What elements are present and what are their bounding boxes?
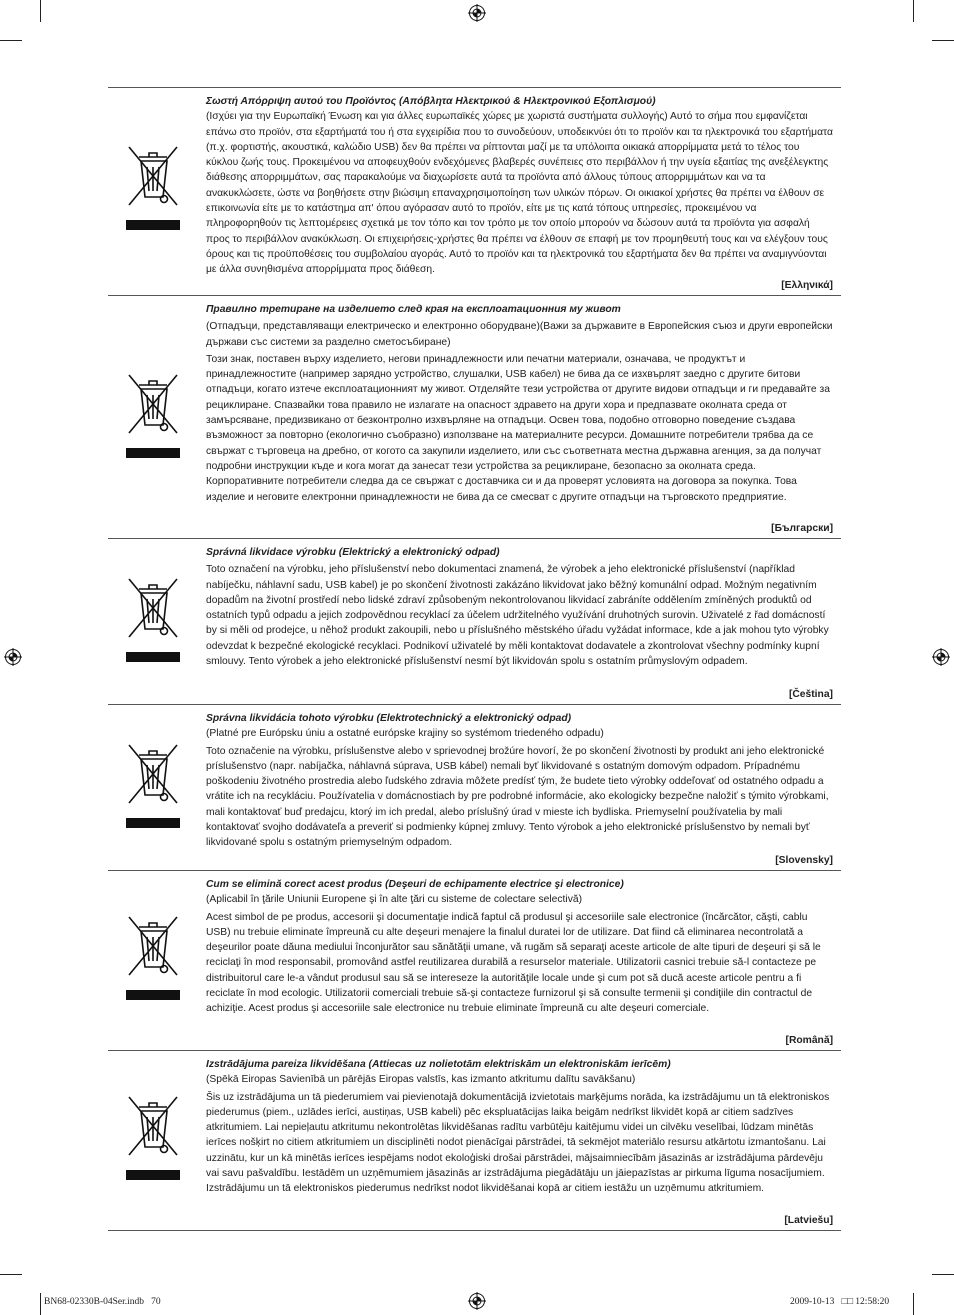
section-title: Správna likvidácia tohoto výrobku (Elektrotechnický a elektronický odpad) [206, 713, 572, 724]
crop-mark [0, 40, 22, 41]
section-title: Правилно третиране на изделието след края на експлоатационния му живот [206, 304, 621, 315]
section-body: Този знак, поставен върху изделието, негови принадлежности или печатни материали, означава, че продуктът и принадлежностите (например зарядно устройство, слушалки, USB кабел) не бива да се изхвърлят заедно с другите битови отпадъци, когато изтече експлоатационният му живот. Отделяйте тези устройства от другите видови отпадъци и ги предавайте за рециклиране. Спазвайки това правило не излагате на опасност здравето на други хора и предпазвате околната среда от замърсяване, предизвикано от безконтролно изхвърляне на отпадъци. Освен това, подобно отговорно поведение създава възможност за повторно (екологично съобразно) използване на материалните ресурси. Домашните потребители трябва да се свържат с търговеца на дребно, от когото са закупили изделието, или със съответната местна държавна агенция, за да получат подробни инструкции къде и кога могат да занесат тези устройства за рециклиране, безопасно за околната среда. Корпоративните потребители следва да се свържат с доставчика си и да проверят условията на договора за покупка. Това изделие и неговите електронни принадлежности не бива да се смесват с другите отпадъци на търговското предприятие. [206, 353, 830, 503]
weee-underline-bar [126, 818, 180, 828]
crop-mark [932, 40, 954, 41]
language-label: [Română] [785, 1035, 833, 1046]
weee-symbol [125, 575, 181, 662]
weee-symbol [125, 371, 181, 458]
crossed-out-wheelie-bin-icon [125, 913, 181, 979]
section-body: Šis uz izstrādājuma un tā piederumiem vai pievienotajā dokumentācijā izvietotais marķējums norāda, ka izstrādājumu un tā elektroniskos piederumus (piem., uzlādes ierīci, austiņas, USB kabeli) pēc ekspluatācijas laika beigām nedrīkst likvidēt kopā ar citiem sadzīves atkritumiem. Lai nepieļautu atkritumu nekontrolētas likvidēšanas radītu varbūtēju kaitējumu videi un cilvēku veselībai, lūdzam minētās ierīces nošķirt no citiem atkritumiem un disciplinēti nodot pienācīgai pārstrādei, tā sekmējot materiālo resursu atkārtotu izmantošanu. Lai uzzinātu, kur un kā minētās ierīces iespējams nodot ekoloģiski drošai pārstrādei, mājsaimniecībām jāsazinās ar izstrādājuma pārdevēju vai savu pašvaldību. Iestādēm un uzņēmumiem jāsazinās ar izstrādājuma piegādātāju un jāiepazīstas ar pirkuma līguma nosacījumiem. Izstrādājumu un tā elektroniskos piederumus nedrīkst nodot likvidēšanai kopā ar citiem iestāžu un uzņēmumu atkritumiem. [206, 1091, 830, 1195]
section-text [206, 545, 833, 669]
registration-mark-icon [468, 4, 486, 22]
section-subtitle: (Отпадъци, представляващи електрическо и електронно оборудване)(Важи за държавите в Европейския съюз и други европейски държави със системи за разделно сметосъбиране) [206, 321, 833, 348]
section-body: Toto označení na výrobku, jeho příslušenství nebo dokumentaci znamená, že výrobek a jeho elektronické příslušenství (například nabíječku, náhlavní sadu, USB kabel) je po skončení životnosti zakázáno likvidovat jako běžný komunální odpad. Možným negativním dopadům na životní prostředí nebo lidské zdraví způsobeným nekontrolovanou likvidací zabráníte oddělením zmíněných produktů od ostatních typů odpadu a jejich zodpovědnou recyklací za účelem udržitelného využívání druhotných surovin. Uživatelé z řad domácností by si měli od prodejce, u něhož produkt zakoupili, nebo u příslušného městského úřadu vyžádat informace, kde a jak mohou tyto výrobky odevzdat k bezpečné ekologické recyklaci. Podnikoví uživatelé by měli kontaktovat dodavatele a zkontrolovat všechny podmínky kupní smlouvy. Tento výrobek a jeho elektronické příslušenství nesmí být likvidován spolu s ostatním průmyslovým odpadem. [206, 564, 829, 668]
weee-underline-bar [126, 1170, 180, 1180]
section-body: Acest simbol de pe produs, accesorii şi documentaţie indică faptul că produsul şi accesoriile sale electronice (încărcător, căşti, cablu USB) nu trebuie eliminate împreună cu alte deşeuri menajere la finalul duratei lor de utilizare. Dat fiind că eliminarea necontrolată a deşeurilor poate dăuna mediului înconjurător sau sănătăţii umane, vă rugăm să separaţi aceste articole de alte tipuri de deşeuri şi să le reciclaţi în mod responsabil, promovând astfel reutilizarea durabilă a resurselor materiale. Utilizatorii casnici trebuie să-l contacteze pe distribuitorul care le-a vândut produsul sau să se intereseze la autorităţile locale unde şi cum pot să ducă aceste articole pentru a fi reciclate în mod ecologic. Utilizatorii comerciali trebuie să-şi contacteze furnizorul şi să consulte termenii şi condiţiile din contractul de achiziţie. Acest produs şi accesoriile sale electronice nu trebuie eliminate împreună cu alte deşeuri comerciale. [206, 911, 821, 1015]
crop-mark [932, 1274, 954, 1275]
section-subtitle: (Spēkā Eiropas Savienībā un pārējās Eiropas valstīs, kas izmanto atkritumu dalītu savākšanu) [206, 1074, 636, 1086]
section-title: Správná likvidace výrobku (Elektrický a elektronický odpad) [206, 547, 500, 558]
weee-underline-bar [126, 652, 180, 662]
section-text [206, 302, 833, 505]
weee-section-bulgarian [108, 295, 841, 538]
section-title: Cum se elimină corect acest produs (Deşeuri de echipamente electrice şi electronice) [206, 879, 624, 890]
section-text [206, 711, 833, 851]
weee-symbol [125, 1093, 181, 1180]
weee-section-greek [108, 87, 841, 295]
weee-symbol [125, 741, 181, 828]
language-label: [Latviešu] [784, 1215, 833, 1226]
language-label: [Ελληνικά] [781, 280, 833, 291]
crop-mark [913, 1293, 914, 1315]
section-title: Izstrādājuma pareiza likvidēšana (Attiecas uz nolietotām elektriskām un elektroniskām ierīcēm) [206, 1059, 671, 1070]
weee-section-romanian [108, 870, 841, 1050]
language-label: [Čeština] [788, 689, 833, 700]
registration-mark-icon [468, 1292, 486, 1310]
crop-mark [0, 1274, 22, 1275]
weee-section-latvian [108, 1050, 841, 1231]
section-text [206, 877, 833, 1017]
crop-mark [40, 0, 41, 22]
print-slug-right: 2009-10-13 □□ 12:58:20 [790, 1297, 890, 1307]
section-body: (Ισχύει για την Ευρωπαϊκή Ένωση και για άλλες ευρωπαϊκές χώρες με χωριστά συστήματα συλλογής) Αυτό το σήμα που εμφανίζεται επάνω στο προϊόν, στα εξαρτήματά του ή στα εγχειρίδια που το συνοδεύουν, υποδεικνύει ότι το προϊόν και τα ηλεκτρονικά του εξαρτήματα (π.χ. φορτιστής, ακουστικά, καλώδιο USB) δεν θα πρέπει να ρίπτονται μαζί με τα υπόλοιπα οικιακά απορρίμματα μετά το τέλος του κύκλου ζωής τους. Προκειμένου να αποφευχθούν ενδεχόμενες βλαβερές συνέπειες στο περιβάλλον ή την υγεία εξαιτίας της ανεξέλεγκτης διάθεσης απορριμμάτων, σας παρακαλούμε να διαχωρίσετε αυτά τα προϊόντα από άλλους τύπους απορριμμάτων και να τα ανακυκλώσετε, ώστε να βοηθήσετε στην βιώσιμη επαναχρησιμοποίηση των υλικών πόρων. Οι οικιακοί χρήστες θα πρέπει να έλθουν σε επικοινωνία είτε με το κατάστημα απ' όπου αγόρασαν αυτό το προϊόν, είτε με τις κατά τόπους υπηρεσίες, προκειμένου να πληροφορηθούν τις λεπτομέρειες σχετικά με τον τόπο και τον τρόπο με τον οποίο μπορούν να δώσουν αυτά τα προϊόντα για ασφαλή προς το περιβάλλον ανακύκλωση. Οι επιχειρήσεις-χρήστες θα πρέπει να έλθουν σε επαφή με τον προμηθευτή τους και να ελέγξουν τους όρους και τις προϋποθέσεις του συμβολαίου αγοράς. Αυτό το προϊόν και τα ηλεκτρονικά του εξαρτήματα δεν θα πρέπει να αναμιγνύονται με άλλα συνηθισμένα απορρίμματα προς διάθεση. [206, 111, 833, 276]
weee-section-slovak [108, 704, 841, 870]
registration-mark-icon [4, 648, 22, 666]
crop-mark [40, 1293, 41, 1315]
crossed-out-wheelie-bin-icon [125, 575, 181, 641]
crop-mark [913, 0, 914, 22]
section-text [206, 1057, 833, 1197]
language-label: [Български] [771, 523, 833, 534]
section-body: Toto označenie na výrobku, príslušenstve alebo v sprievodnej brožúre hovorí, že po skončení životnosti by produkt ani jeho elektronické príslušenstvo (napr. nabíjačka, náhlavná súprava, USB kábel) nemali byť likvidované s ostatným domovým odpadom. Prípadnému poškodeniu životného prostredia alebo ľudského zdravia môžete predísť tým, že budete tieto výrobky oddeľovať od ostatného odpadu a vrátite ich na recykláciu. Používatelia v domácnostiach by pre podrobné informácie, ako ekologicky bezpečne naložiť s týmito výrobkami, mali kontaktovať buď predajcu, ktorý im ich predal, alebo príslušný úrad v mieste ich bydliska. Priemyselní používatelia by mali kontaktovať svojho dodávateľa a preveriť si podmienky kúpnej zmluvy. Tento výrobok a jeho elektronické príslušenstvo by nemali byť likvidované spolu s ostatným priemyselným odpadom. [206, 745, 829, 849]
weee-underline-bar [126, 990, 180, 1000]
weee-section-czech [108, 538, 841, 704]
section-subtitle: (Platné pre Európsku úniu a ostatné európske krajiny so systémom triedeného odpadu) [206, 728, 604, 740]
section-subtitle: (Aplicabil în ţările Uniunii Europene şi în alte ţări cu sisteme de colectare selectivă) [206, 894, 583, 906]
section-text [206, 94, 833, 278]
crossed-out-wheelie-bin-icon [125, 741, 181, 807]
print-slug-left: BN68-02330B-04Ser.indb 70 [44, 1297, 161, 1307]
crossed-out-wheelie-bin-icon [125, 1093, 181, 1159]
weee-underline-bar [126, 220, 180, 230]
section-title: Σωστή Απόρριψη αυτού του Προϊόντος (Απόβλητα Ηλεκτρικού & Ηλεκτρονικού Εξοπλισμού) [206, 96, 656, 107]
crossed-out-wheelie-bin-icon [125, 143, 181, 209]
weee-symbol [125, 913, 181, 1000]
crossed-out-wheelie-bin-icon [125, 371, 181, 437]
weee-symbol [125, 143, 181, 230]
registration-mark-icon [932, 648, 950, 666]
weee-underline-bar [126, 448, 180, 458]
language-label: [Slovensky] [775, 855, 833, 866]
